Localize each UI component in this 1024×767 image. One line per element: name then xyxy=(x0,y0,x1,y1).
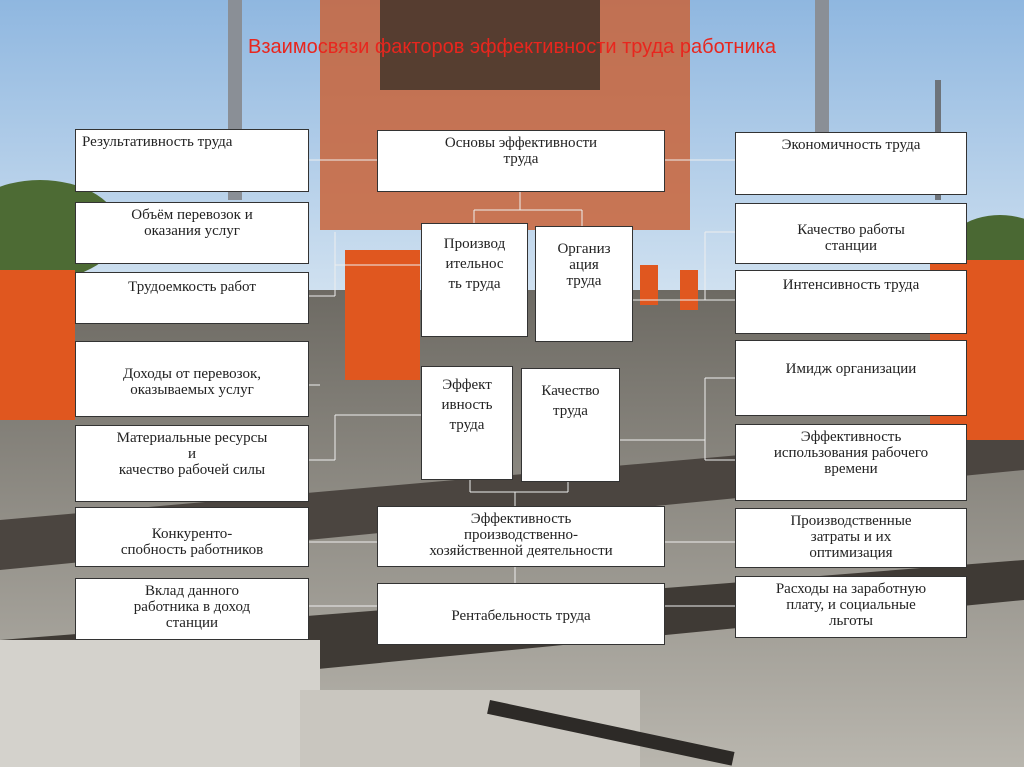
box-vklad-rabotnika: Вклад данного работника в доход станции xyxy=(75,578,309,640)
box-materialnye-resursy: Материальные ресурсы и качество рабочей силы xyxy=(75,425,309,502)
box-osnovy-effektivnosti: Основы эффективности труда xyxy=(377,130,665,192)
box-kachestvo-truda: Качество труда xyxy=(521,368,620,482)
box-obem-perevozok: Объём перевозок и оказания услуг xyxy=(75,202,309,264)
box-rezultativnost-truda: Результативность труда xyxy=(75,129,309,192)
box-effektivnost-pxd: Эффективность производственно- хозяйственной деятельности xyxy=(377,506,665,567)
box-intensivnost-truda: Интенсивность труда xyxy=(735,270,967,334)
box-trudoemkost-rabot: Трудоемкость работ xyxy=(75,272,309,324)
box-imidzh-organizacii: Имидж организации xyxy=(735,340,967,416)
box-ekonomichnost-truda: Экономичность труда xyxy=(735,132,967,195)
box-rashody-na-zarplatu: Расходы на заработную плату, и социальные льготы xyxy=(735,576,967,638)
box-proizvodstvennye-zatraty: Производственные затраты и их оптимизация xyxy=(735,508,967,568)
box-effektivnost-truda: Эффект ивность труда xyxy=(421,366,513,480)
box-rentabelnost-truda: Рентабельность труда xyxy=(377,583,665,645)
box-kachestvo-raboty-stancii: Качество работы станции xyxy=(735,203,967,264)
box-organizaciya-truda: Организ ация труда xyxy=(535,226,633,342)
box-konkurentosposobnost: Конкуренто- спобность работников xyxy=(75,507,309,567)
box-ispolzovanie-vremeni: Эффективность использования рабочего времени xyxy=(735,424,967,501)
diagram-title: Взаимосвязи факторов эффективности труда работника xyxy=(248,36,776,58)
box-proizvoditelnost-truda: Производ ительнос ть труда xyxy=(421,223,528,337)
box-dohody-ot-perevozok: Доходы от перевозок, оказываемых услуг xyxy=(75,341,309,417)
